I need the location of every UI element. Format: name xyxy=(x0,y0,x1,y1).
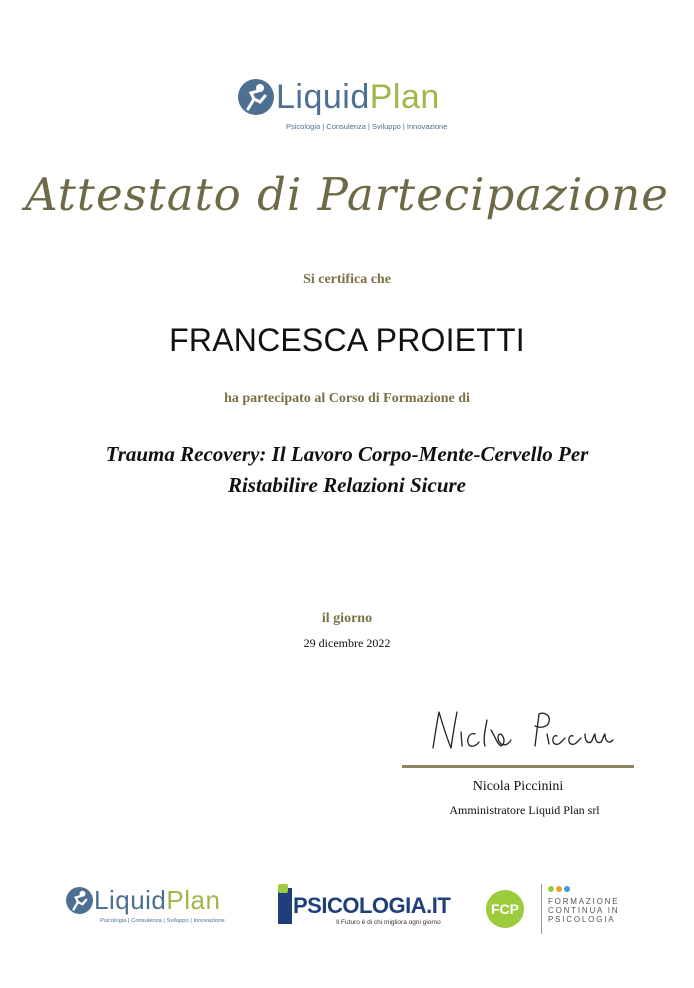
fcp-badge-icon: FCP xyxy=(486,890,524,928)
fcp-line2: CONTINUA IN xyxy=(548,906,620,915)
logo-figure-icon xyxy=(238,79,274,115)
footer-logo-tagline: Psicologia | Consulenza | Sviluppo | Innovazione xyxy=(100,918,225,924)
psicologia-p-icon xyxy=(278,888,292,924)
course-title-line2: Ristabilire Relazioni Sicure xyxy=(227,473,467,497)
participated-text: ha partecipato al Corso di Formazione di xyxy=(224,391,470,406)
liquidplan-logo xyxy=(236,73,476,135)
fcp-logo xyxy=(486,884,636,936)
signer-name: Nicola Piccinini xyxy=(472,779,564,794)
day-label: il giorno xyxy=(321,611,373,626)
logo-wordmark: LiquidPlan xyxy=(276,78,440,116)
handwritten-signature xyxy=(425,700,625,766)
certify-text: Si certifica che xyxy=(303,272,391,287)
recipient-name: FRANCESCA PROIETTI xyxy=(169,322,525,358)
signer-role: Amministratore Liquid Plan srl xyxy=(449,803,600,817)
certificate-title: Attestato di Partecipazione xyxy=(25,168,669,221)
course-date: 29 dicembre 2022 xyxy=(303,636,391,650)
fcp-line1: FORMAZIONE xyxy=(548,897,620,906)
logo-tagline: Psicologia | Consulenza | Sviluppo | Innovazione xyxy=(286,122,448,131)
psicologia-logo xyxy=(278,888,453,932)
footer-logo-wordmark: LiquidPlan xyxy=(94,885,221,915)
fcp-dots-icon xyxy=(548,886,578,894)
course-title-line1: Trauma Recovery: Il Lavoro Corpo-Mente-Cervello Per xyxy=(105,442,589,466)
psicologia-name: PSICOLOGIA.IT xyxy=(293,893,451,918)
psicologia-tagline: Il Futuro è di chi migliora ogni giorno xyxy=(336,919,441,926)
footer-liquidplan-logo xyxy=(66,884,246,932)
footer-logo-figure-icon xyxy=(66,887,93,914)
fcp-divider xyxy=(541,884,542,934)
signature-line xyxy=(402,765,634,768)
fcp-line3: PSICOLOGIA xyxy=(548,915,616,924)
